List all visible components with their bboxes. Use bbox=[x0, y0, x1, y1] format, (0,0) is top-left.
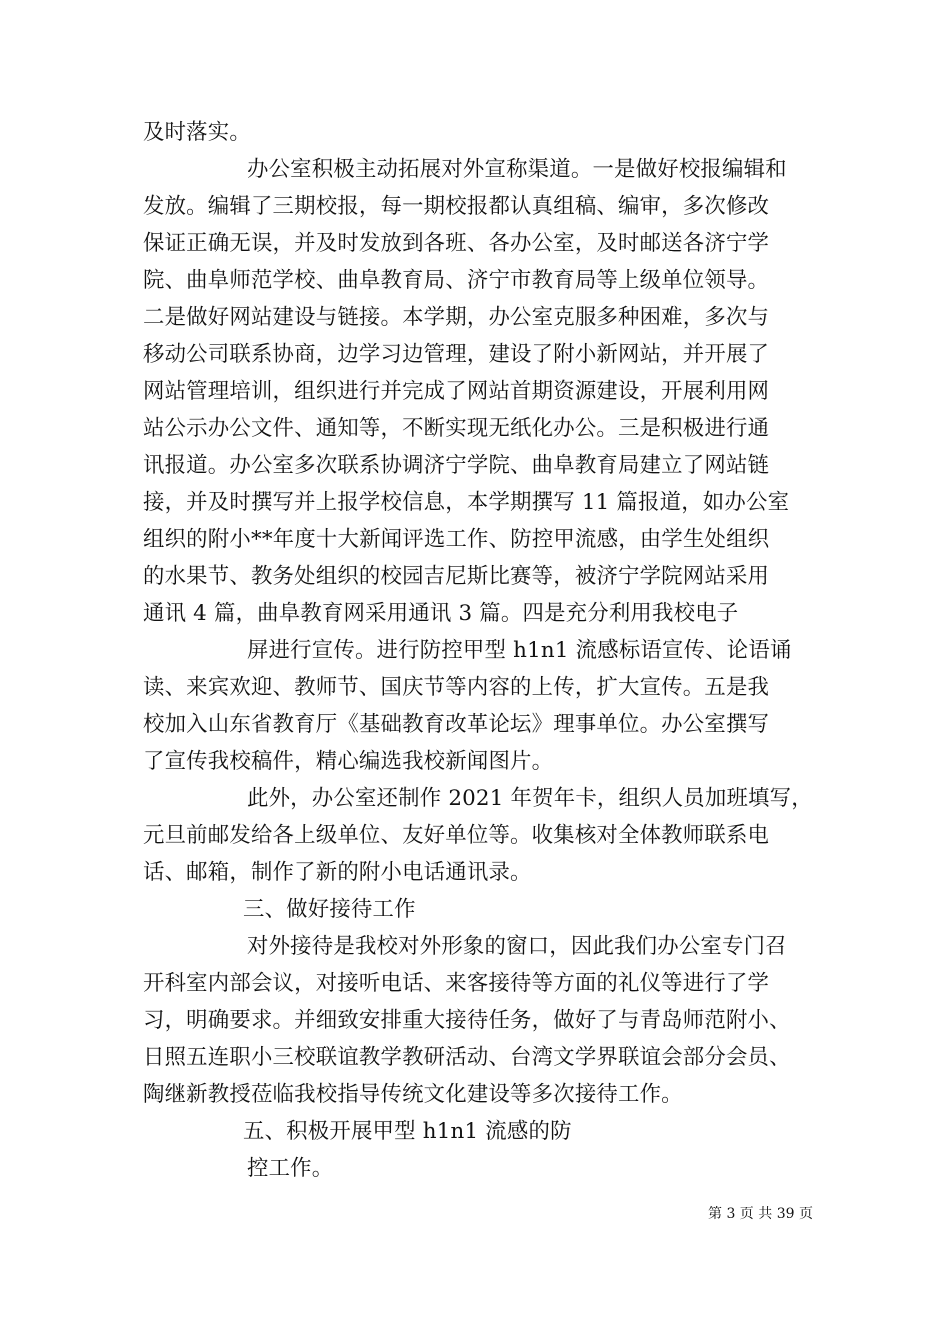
text-line: 保证正确无误，并及时发放到各班、各办公室，及时邮送各济宁学 bbox=[143, 231, 770, 256]
paragraph-start-line: 此外，办公室还制作 2021 年贺年卡，组织人员加班填写， bbox=[247, 786, 813, 811]
text-line: 二是做好网站建设与链接。本学期，办公室克服多种困难，多次与 bbox=[143, 305, 770, 330]
paragraph-start-line: 屏进行宣传。进行防控甲型 h1n1 流感标语宣传、论语诵 bbox=[247, 638, 792, 663]
text-line: 校加入山东省教育厅《基础教育改革论坛》理事单位。办公室撰写 bbox=[143, 712, 770, 737]
text-line: 网站管理培训，组织进行并完成了网站首期资源建设，开展利用网 bbox=[143, 379, 770, 404]
text-line: 组织的附小**年度十大新闻评选工作、防控甲流感，由学生处组织 bbox=[143, 527, 770, 552]
text-line: 陶继新教授莅临我校指导传统文化建设等多次接待工作。 bbox=[143, 1082, 683, 1107]
paragraph-start-line: 办公室积极主动拓展对外宣称渠道。一是做好校报编辑和 bbox=[247, 157, 787, 182]
document-body bbox=[143, 114, 813, 1187]
section-heading: 三、做好接待工作 bbox=[243, 897, 416, 922]
text-line: 发放。编辑了三期校报，每一期校报都认真组稿、编审，多次修改 bbox=[143, 194, 770, 219]
text-line: 讯报道。办公室多次联系协调济宁学院、曲阜教育局建立了网站链 bbox=[143, 453, 770, 478]
page-number-footer: 第 3 页 共 39 页 bbox=[708, 1206, 813, 1222]
text-line: 站公示办公文件、通知等，不断实现无纸化办公。三是积极进行通 bbox=[143, 416, 770, 441]
text-line: 读、来宾欢迎、教师节、国庆节等内容的上传，扩大宣传。五是我 bbox=[143, 675, 770, 700]
text-line: 开科室内部会议，对接听电话、来客接待等方面的礼仪等进行了学 bbox=[143, 971, 770, 996]
text-line: 通讯 4 篇，曲阜教育网采用通讯 3 篇。四是充分利用我校电子 bbox=[143, 601, 739, 626]
text-line: 院、曲阜师范学校、曲阜教育局、济宁市教育局等上级单位领导。 bbox=[143, 268, 770, 293]
text-line: 接，并及时撰写并上报学校信息，本学期撰写 11 篇报道，如办公室 bbox=[143, 490, 790, 515]
text-line: 移动公司联系协商，边学习边管理，建设了附小新网站，并开展了 bbox=[143, 342, 770, 367]
section-heading-continuation: 控工作。 bbox=[247, 1156, 334, 1181]
text-line: 话、邮箱，制作了新的附小电话通讯录。 bbox=[143, 860, 532, 885]
text-line: 及时落实。 bbox=[143, 120, 251, 145]
text-line: 日照五连职小三校联谊教学教研活动、台湾文学界联谊会部分会员、 bbox=[143, 1045, 791, 1070]
text-line: 的水果节、教务处组织的校园吉尼斯比赛等，被济宁学院网站采用 bbox=[143, 564, 770, 589]
text-line: 了宣传我校稿件，精心编选我校新闻图片。 bbox=[143, 749, 554, 774]
text-line: 习，明确要求。并细致安排重大接待任务，做好了与青岛师范附小、 bbox=[143, 1008, 791, 1033]
section-heading: 五、积极开展甲型 h1n1 流感的防 bbox=[243, 1119, 572, 1144]
text-line: 元旦前邮发给各上级单位、友好单位等。收集核对全体教师联系电 bbox=[143, 823, 770, 848]
paragraph-start-line: 对外接待是我校对外形象的窗口，因此我们办公室专门召 bbox=[247, 934, 787, 959]
